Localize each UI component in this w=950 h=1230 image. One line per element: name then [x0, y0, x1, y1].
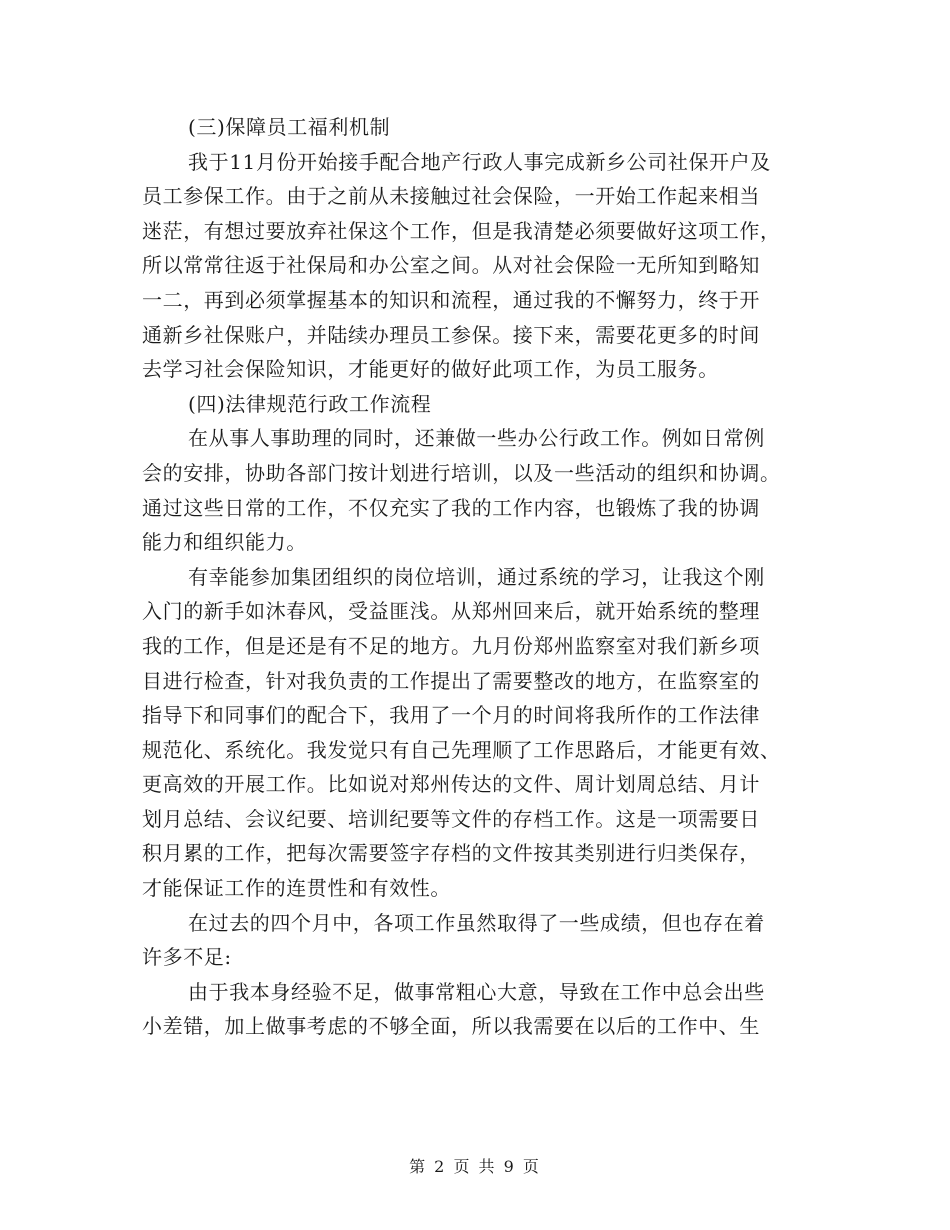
- text-line: 员工参保工作。由于之前从未接触过社会保险，一开始工作起来相当: [142, 184, 760, 209]
- text-line: 能力和组织能力。: [142, 530, 307, 555]
- page-footer: 第 2 页 共 9 页: [409, 1157, 541, 1176]
- text-line: 通过这些日常的工作，不仅充实了我的工作内容，也锻炼了我的协调: [142, 495, 760, 520]
- text-line: 在过去的四个月中，各项工作虽然取得了一些成绩，但也存在着: [188, 910, 765, 935]
- text-line: 目进行检查，针对我负责的工作提出了需要整改的地方，在监察室的: [142, 668, 760, 693]
- text-line: 去学习社会保险知识，才能更好的做好此项工作，为员工服务。: [142, 357, 719, 382]
- text-line: 一二，再到必须掌握基本的知识和流程，通过我的不懈努力，终于开: [142, 287, 760, 312]
- document-body: [142, 110, 808, 1044]
- text-line: 更高效的开展工作。比如说对郑州传达的文件、周计划周总结、月计: [142, 772, 760, 797]
- text-line: (四)法律规范行政工作流程: [188, 391, 432, 416]
- text-line: 由于我本身经验不足，做事常粗心大意，导致在工作中总会出些: [188, 979, 765, 1004]
- text-line: 才能保证工作的连贯性和有效性。: [142, 876, 451, 901]
- text-line: 所以常常往返于社保局和办公室之间。从对社会保险一无所知到略知: [142, 253, 760, 278]
- text-line: 会的安排，协助各部门按计划进行培训，以及一些活动的组织和协调。: [142, 460, 781, 485]
- text-line: 规范化、系统化。我发觉只有自己先理顺了工作思路后，才能更有效、: [142, 737, 781, 762]
- text-line: 通新乡社保账户，并陆续办理员工参保。接下来，需要花更多的时间: [142, 322, 760, 347]
- text-line: 迷茫，有想过要放弃社保这个工作，但是我清楚必须要做好这项工作，: [142, 218, 781, 243]
- text-line: 积月累的工作，把每次需要签字存档的文件按其类别进行归类保存，: [142, 841, 760, 866]
- text-line: 在从事人事助理的同时，还兼做一些办公行政工作。例如日常例: [188, 426, 765, 451]
- text-line: 许多不足:: [142, 945, 232, 970]
- text-line: 我于11月份开始接手配合地产行政人事完成新乡公司社保开户及: [188, 149, 771, 174]
- text-line: 划月总结、会议纪要、培训纪要等文件的存档工作。这是一项需要日: [142, 806, 760, 831]
- text-line: 小差错，加上做事考虑的不够全面，所以我需要在以后的工作中、生: [142, 1014, 760, 1039]
- text-line: 入门的新手如沐春风，受益匪浅。从郑州回来后，就开始系统的整理: [142, 599, 760, 624]
- text-line: (三)保障员工福利机制: [188, 115, 391, 139]
- text-line: 指导下和同事们的配合下，我用了一个月的时间将我所作的工作法律: [142, 703, 760, 728]
- text-line: 我的工作，但是还是有不足的地方。九月份郑州监察室对我们新乡项: [142, 633, 760, 658]
- text-line: 有幸能参加集团组织的岗位培训，通过系统的学习，让我这个刚: [188, 564, 765, 589]
